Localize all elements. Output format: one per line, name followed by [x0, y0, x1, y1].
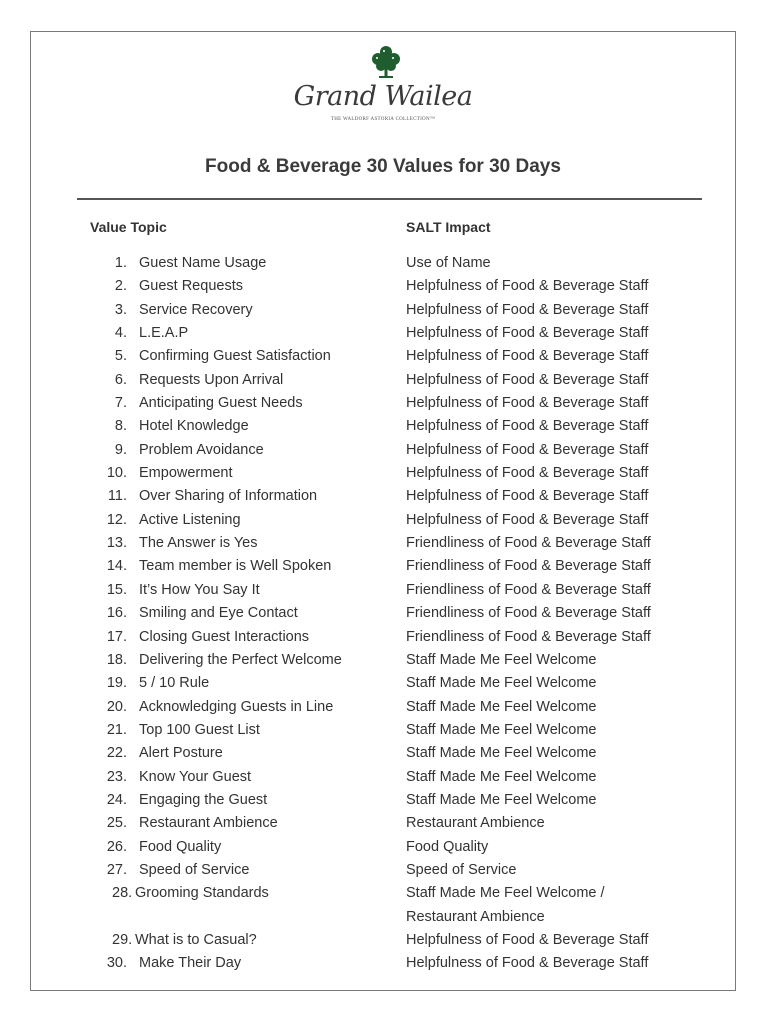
item-number: 6.	[114, 371, 127, 388]
salt-impact: Friendliness of Food & Beverage Staff	[406, 605, 651, 622]
salt-impact: Helpfulness of Food & Beverage Staff	[406, 325, 649, 342]
logo-wordmark: Grand Wailea	[293, 81, 473, 112]
item-number: 22.	[106, 745, 127, 762]
salt-impact: Speed of Service	[406, 861, 517, 878]
salt-impact: Use of Name	[406, 255, 491, 271]
value-topic: Food Quality	[139, 838, 222, 855]
item-number: 7.	[114, 395, 127, 412]
salt-impact: Staff Made Me Feel Welcome	[406, 745, 597, 762]
item-number: 9.	[114, 441, 127, 458]
salt-impact: Helpfulness of Food & Beverage Staff	[406, 465, 649, 482]
list-item	[31, 836, 735, 859]
list-item	[31, 485, 735, 508]
salt-impact: Friendliness of Food & Beverage Staff	[406, 581, 651, 598]
list-item	[31, 299, 735, 322]
list-item	[31, 345, 735, 368]
column-header-impact: SALT Impact	[406, 219, 491, 235]
list-item	[31, 952, 735, 975]
list-item	[31, 415, 735, 438]
salt-impact: Staff Made Me Feel Welcome	[406, 698, 597, 715]
item-number: 23.	[106, 768, 127, 785]
item-number: 19.	[106, 675, 127, 692]
value-topic: Know Your Guest	[139, 768, 252, 785]
list-item	[31, 929, 735, 952]
salt-impact: Staff Made Me Feel Welcome	[406, 791, 597, 808]
salt-impact: Helpfulness of Food & Beverage Staff	[406, 301, 649, 318]
list-item	[31, 555, 735, 578]
item-number: 26.	[106, 838, 127, 855]
salt-impact: Staff Made Me Feel Welcome	[406, 675, 597, 692]
document-page	[30, 31, 736, 991]
list-item	[31, 579, 735, 602]
value-topic: Active Listening	[139, 511, 241, 528]
value-topic: Alert Posture	[139, 745, 223, 762]
value-topic: Make Their Day	[139, 955, 242, 972]
salt-impact: Helpfulness of Food & Beverage Staff	[406, 278, 649, 295]
item-number: 16.	[106, 605, 127, 622]
list-item	[31, 859, 735, 882]
item-number: 5.	[114, 348, 127, 365]
value-topic: Grooming Standards	[135, 885, 269, 902]
list-item	[31, 602, 735, 625]
salt-impact: Helpfulness of Food & Beverage Staff	[406, 511, 649, 528]
salt-impact: Staff Made Me Feel Welcome	[406, 651, 597, 668]
salt-impact: Helpfulness of Food & Beverage Staff	[406, 955, 649, 972]
hotel-logo	[31, 44, 735, 126]
value-topic: Anticipating Guest Needs	[139, 395, 303, 412]
item-number: 21.	[106, 721, 127, 738]
list-item	[31, 532, 735, 555]
value-topic: Requests Upon Arrival	[139, 371, 284, 388]
list-item	[31, 275, 735, 298]
item-number: 15.	[106, 581, 127, 598]
value-topic: Acknowledging Guests in Line	[139, 698, 334, 715]
value-topic: The Answer is Yes	[139, 535, 258, 552]
value-topic: Speed of Service	[139, 861, 250, 878]
list-item	[31, 742, 735, 765]
shamrock-icon	[369, 44, 403, 80]
value-topic: Team member is Well Spoken	[139, 558, 332, 575]
title-divider	[77, 198, 702, 200]
item-number: 29.	[112, 931, 133, 948]
salt-impact: Staff Made Me Feel Welcome	[406, 768, 597, 785]
value-topic: Smiling and Eye Contact	[139, 605, 298, 622]
salt-impact: Helpfulness of Food & Beverage Staff	[406, 488, 649, 505]
item-number: 28.	[112, 885, 133, 902]
value-topic: Empowerment	[139, 465, 233, 482]
salt-impact: Helpfulness of Food & Beverage Staff	[406, 931, 649, 948]
salt-impact: Staff Made Me Feel Welcome / Restaurant Ambience	[406, 885, 605, 925]
list-item	[31, 696, 735, 719]
item-number: 8.	[114, 418, 127, 435]
value-topic: Guest Requests	[139, 278, 243, 295]
salt-impact: Helpfulness of Food & Beverage Staff	[406, 441, 649, 458]
list-item	[31, 322, 735, 345]
item-number: 13.	[106, 535, 127, 552]
value-topic: Over Sharing of Information	[139, 488, 318, 505]
values-list	[31, 252, 735, 976]
page-title: Food & Beverage 30 Values for 30 Days	[205, 156, 561, 177]
salt-impact: Friendliness of Food & Beverage Staff	[406, 628, 651, 645]
item-number: 11.	[107, 488, 127, 505]
item-number: 20.	[106, 698, 127, 715]
item-number: 4.	[114, 325, 127, 342]
item-number: 25.	[106, 815, 127, 832]
list-item	[31, 369, 735, 392]
list-item	[31, 509, 735, 532]
item-number: 12.	[106, 511, 127, 528]
value-topic: Delivering the Perfect Welcome	[139, 651, 342, 668]
value-topic: Closing Guest Interactions	[139, 628, 310, 645]
list-item	[31, 672, 735, 695]
value-topic: Engaging the Guest	[139, 791, 268, 808]
list-item	[31, 812, 735, 835]
item-number: 2.	[114, 278, 127, 295]
column-header-topic: Value Topic	[90, 219, 167, 235]
salt-impact: Staff Made Me Feel Welcome	[406, 721, 597, 738]
list-item	[31, 252, 735, 275]
list-item	[31, 462, 735, 485]
item-number: 1.	[114, 255, 127, 271]
salt-impact: Friendliness of Food & Beverage Staff	[406, 535, 651, 552]
salt-impact: Helpfulness of Food & Beverage Staff	[406, 348, 649, 365]
value-topic: Restaurant Ambience	[139, 815, 278, 832]
value-topic: 5 / 10 Rule	[139, 675, 210, 692]
value-topic: Hotel Knowledge	[139, 418, 249, 435]
list-item	[31, 392, 735, 415]
salt-impact: Food Quality	[406, 838, 489, 855]
value-topic: Top 100 Guest List	[139, 721, 260, 738]
item-number: 27.	[106, 861, 127, 878]
salt-impact: Helpfulness of Food & Beverage Staff	[406, 418, 649, 435]
salt-impact: Restaurant Ambience	[406, 815, 545, 832]
value-topic: Service Recovery	[139, 301, 253, 318]
logo-subtitle: THE WALDORF ASTORIA COLLECTION™	[330, 117, 436, 122]
value-topic: What is to Casual?	[135, 931, 257, 948]
item-number: 14.	[106, 558, 127, 575]
list-item	[31, 766, 735, 789]
list-item	[31, 882, 735, 929]
value-topic: Guest Name Usage	[139, 255, 267, 271]
item-number: 24.	[106, 791, 127, 808]
salt-impact: Helpfulness of Food & Beverage Staff	[406, 395, 649, 412]
list-item	[31, 789, 735, 812]
item-number: 3.	[114, 301, 127, 318]
value-topic: L.E.A.P	[139, 325, 189, 342]
item-number: 17.	[106, 628, 127, 645]
list-item	[31, 649, 735, 672]
value-topic: It’s How You Say It	[139, 581, 260, 598]
item-number: 30.	[106, 955, 127, 972]
value-topic: Confirming Guest Satisfaction	[139, 348, 331, 365]
value-topic: Problem Avoidance	[139, 441, 264, 458]
list-item	[31, 719, 735, 742]
item-number: 10.	[106, 465, 127, 482]
list-item	[31, 439, 735, 462]
list-item	[31, 626, 735, 649]
item-number: 18.	[106, 651, 127, 668]
salt-impact: Friendliness of Food & Beverage Staff	[406, 558, 651, 575]
salt-impact: Helpfulness of Food & Beverage Staff	[406, 371, 649, 388]
